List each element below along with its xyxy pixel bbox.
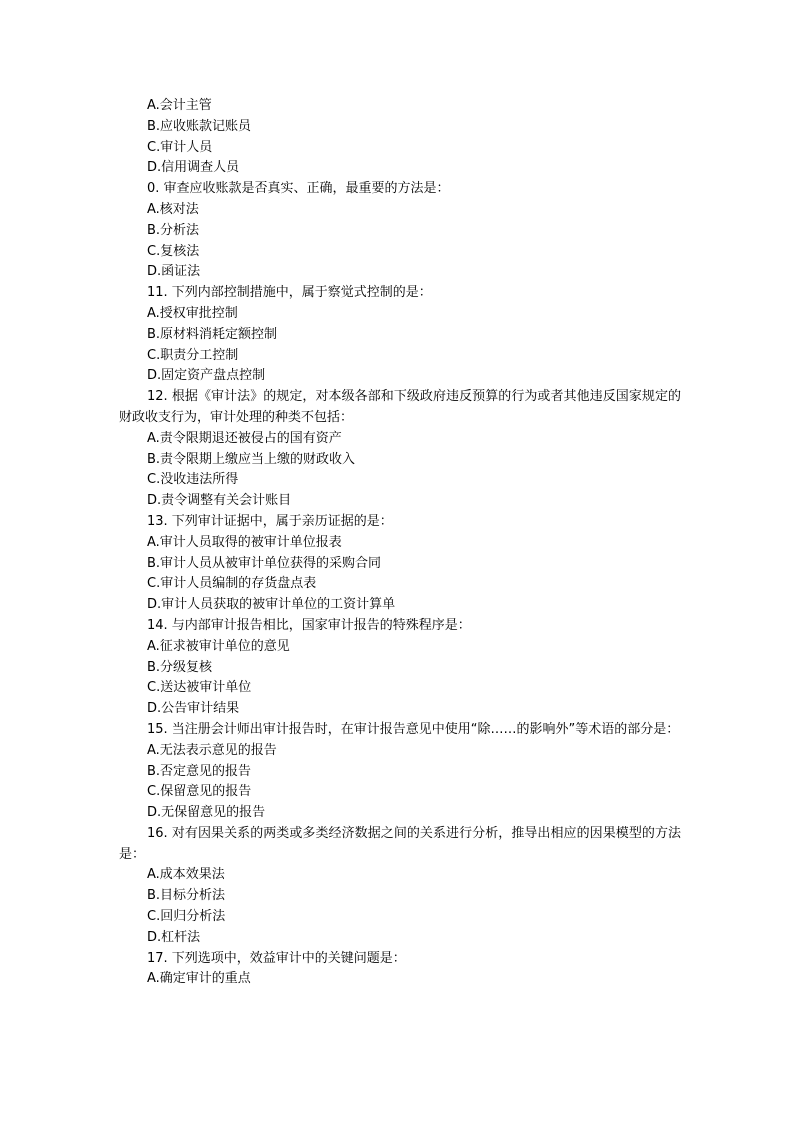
answer-option: A.核对法 [147,201,199,217]
question-text: 0. 审查应收账款是否真实、正确，最重要的方法是： [147,181,450,197]
answer-option: A.征求被审计单位的意见 [147,638,290,654]
answer-option: C.复核法 [147,243,200,259]
question-text: 11. 下列内部控制措施中，属于察觉式控制的是： [147,285,432,301]
answer-option: C.职责分工控制 [147,347,239,363]
question-text: 14. 与内部审计报告相比，国家审计报告的特殊程序是： [147,617,471,633]
answer-option: C.回归分析法 [147,909,226,925]
answer-option: B.分析法 [147,222,200,238]
question-text: 17. 下列选项中，效益审计中的关键问题是： [147,950,406,966]
question-text: 15. 当注册会计师出审计报告时，在审计报告意见中使用“除……的影响外”等术语的部分是： [147,721,680,737]
question-text: 12. 根据《审计法》的规定，对本级各部和下级政府违反预算的行为或者其他违反国家规定的财政收支行为，审计处理的种类不包括： [119,389,681,425]
answer-option: C.送达被审计单位 [147,680,252,696]
answer-option: B.原材料消耗定额控制 [147,326,278,342]
answer-option: B.应收账款记账员 [147,118,252,134]
question-text: 16. 对有因果关系的两类或多类经济数据之间的关系进行分析，推导出相应的因果模型的方法是： [119,825,681,862]
answer-option: A.确定审计的重点 [147,971,251,987]
answer-option: D.信用调查人员 [147,160,240,176]
answer-option: D.杠杆法 [147,929,201,945]
answer-option: A.责令限期退还被侵占的国有资产 [147,430,342,446]
answer-option: C.审计人员编制的存货盘点表 [147,576,317,592]
answer-option: D.公告审计结果 [147,701,240,717]
answer-option: C.没收违法所得 [147,472,239,488]
question-text: 13. 下列审计证据中，属于亲历证据的是： [147,513,393,529]
answer-option: A.无法表示意见的报告 [147,742,277,758]
answer-option: A.成本效果法 [147,867,225,883]
answer-option: D.责令调整有关会计账目 [147,493,292,509]
answer-option: A.会计主管 [147,98,212,113]
answer-option: C.保留意见的报告 [147,784,252,800]
answer-option: A.授权审批控制 [147,305,238,321]
document-body [119,96,681,990]
answer-option: D.无保留意见的报告 [147,805,266,821]
answer-option: B.否定意见的报告 [147,763,252,779]
answer-option: B.分级复核 [147,659,213,675]
answer-option: B.目标分析法 [147,888,226,904]
answer-option: A.审计人员取得的被审计单位报表 [147,534,342,550]
answer-option: D.审计人员获取的被审计单位的工资计算单 [147,597,396,613]
answer-option: D.函证法 [147,264,201,280]
answer-option: C.审计人员 [147,139,213,155]
answer-option: B.审计人员从被审计单位获得的采购合同 [147,555,382,571]
answer-option: D.固定资产盘点控制 [147,368,266,384]
answer-option: B.责令限期上缴应当上缴的财政收入 [147,451,356,467]
